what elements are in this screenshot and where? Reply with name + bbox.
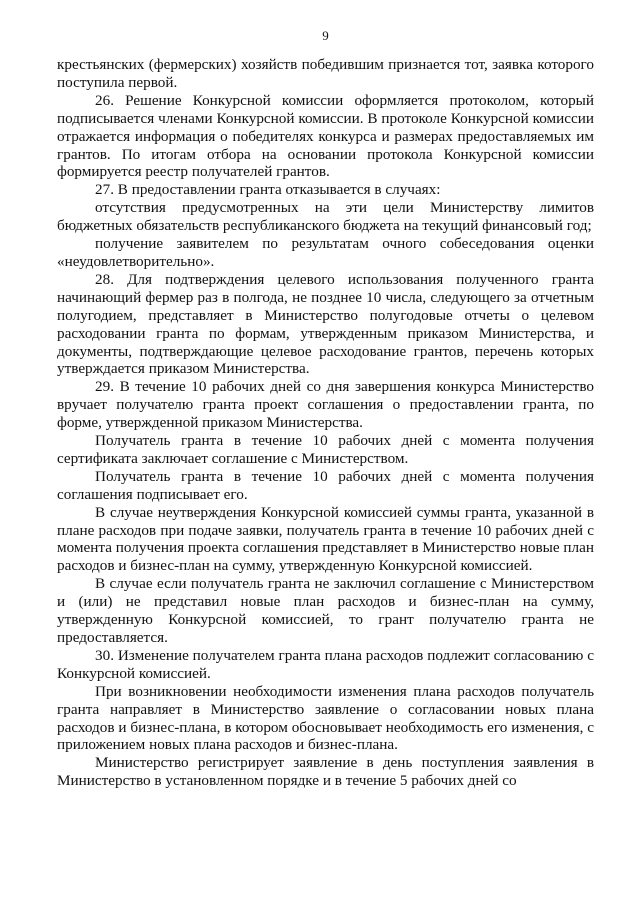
paragraph-30-application: При возникновении необходимости изменения плана расходов получатель гранта направляет в Министерство заявление о согласовании новых плана расходов и бизнес-плана, в котором обосновывает необходимость его изменения, с приложением новых плана расходов и бизнес-плана. <box>57 682 594 754</box>
paragraph-27-case-2: получение заявителем по результатам очного собеседования оценки «неудовлетворительно». <box>57 235 594 270</box>
page-number: 9 <box>322 28 329 43</box>
paragraph-27-case-1: отсутствия предусмотренных на эти цели Министерству лимитов бюджетных обязательств республиканского бюджета на текущий финансовый год; <box>57 199 594 235</box>
paragraph-29-not-granted: В случае если получатель гранта не заключил соглашение с Министерством и (или) не представил новые план расходов и бизнес-план на сумму, утвержденную Конкурсной комиссией, то грант получателю гранта не предоставляется. <box>57 575 594 646</box>
paragraph-continuation: крестьянских (фермерских) хозяйств победившим признается тот, заявка которого поступила первой. <box>57 56 594 91</box>
paragraph-30: 30. Изменение получателем гранта плана расходов подлежит согласованию с Конкурсной комиссией. <box>57 646 594 682</box>
paragraph-29-non-approval: В случае неутверждения Конкурсной комиссией суммы гранта, указанной в плане расходов при подаче заявки, получатель гранта в течение 10 рабочих дней с момента получения проекта соглашения представляет в Министерство новые план расходов и бизнес-план на сумму, утвержденную Конкурсной комиссией. <box>57 503 594 575</box>
paragraph-29-signing: Получатель гранта в течение 10 рабочих дней с момента получения соглашения подписывает его. <box>57 467 594 503</box>
paragraph-29: 29. В течение 10 рабочих дней со дня завершения конкурса Министерство вручает получателю гранта проект соглашения о предоставлении гранта, по форме, утвержденной приказом Министерства. <box>57 378 594 432</box>
paragraph-26: 26. Решение Конкурсной комиссии оформляется протоколом, который подписывается членами Конкурсной комиссии. В протоколе Конкурсной комиссии отражается информация о победителях конкурса и размерах предоставляемых им грантов. По итогам отбора на основании протокола Конкурсной комиссии формируется реестр получателей грантов. <box>57 91 594 181</box>
paragraph-29-certificate: Получатель гранта в течение 10 рабочих дней с момента получения сертификата заключает соглашение с Министерством. <box>57 432 594 467</box>
paragraph-28: 28. Для подтверждения целевого использования полученного гранта начинающий фермер раз в полгода, не позднее 10 числа, следующего за отчетным полугодием, представляет в Министерство полугодовые отчеты о целевом расходовании гранта по формам, утвержденным приказом Министерства, и документы, подтверждающие целевое расходование грантов, перечень которых утверждается приказом Министерства. <box>57 270 594 378</box>
paragraph-27: 27. В предоставлении гранта отказывается в случаях: <box>95 181 441 199</box>
paragraph-30-registration: Министерство регистрирует заявление в день поступления заявления в Министерство в установленном порядке и в течение 5 рабочих дней со <box>57 754 594 790</box>
